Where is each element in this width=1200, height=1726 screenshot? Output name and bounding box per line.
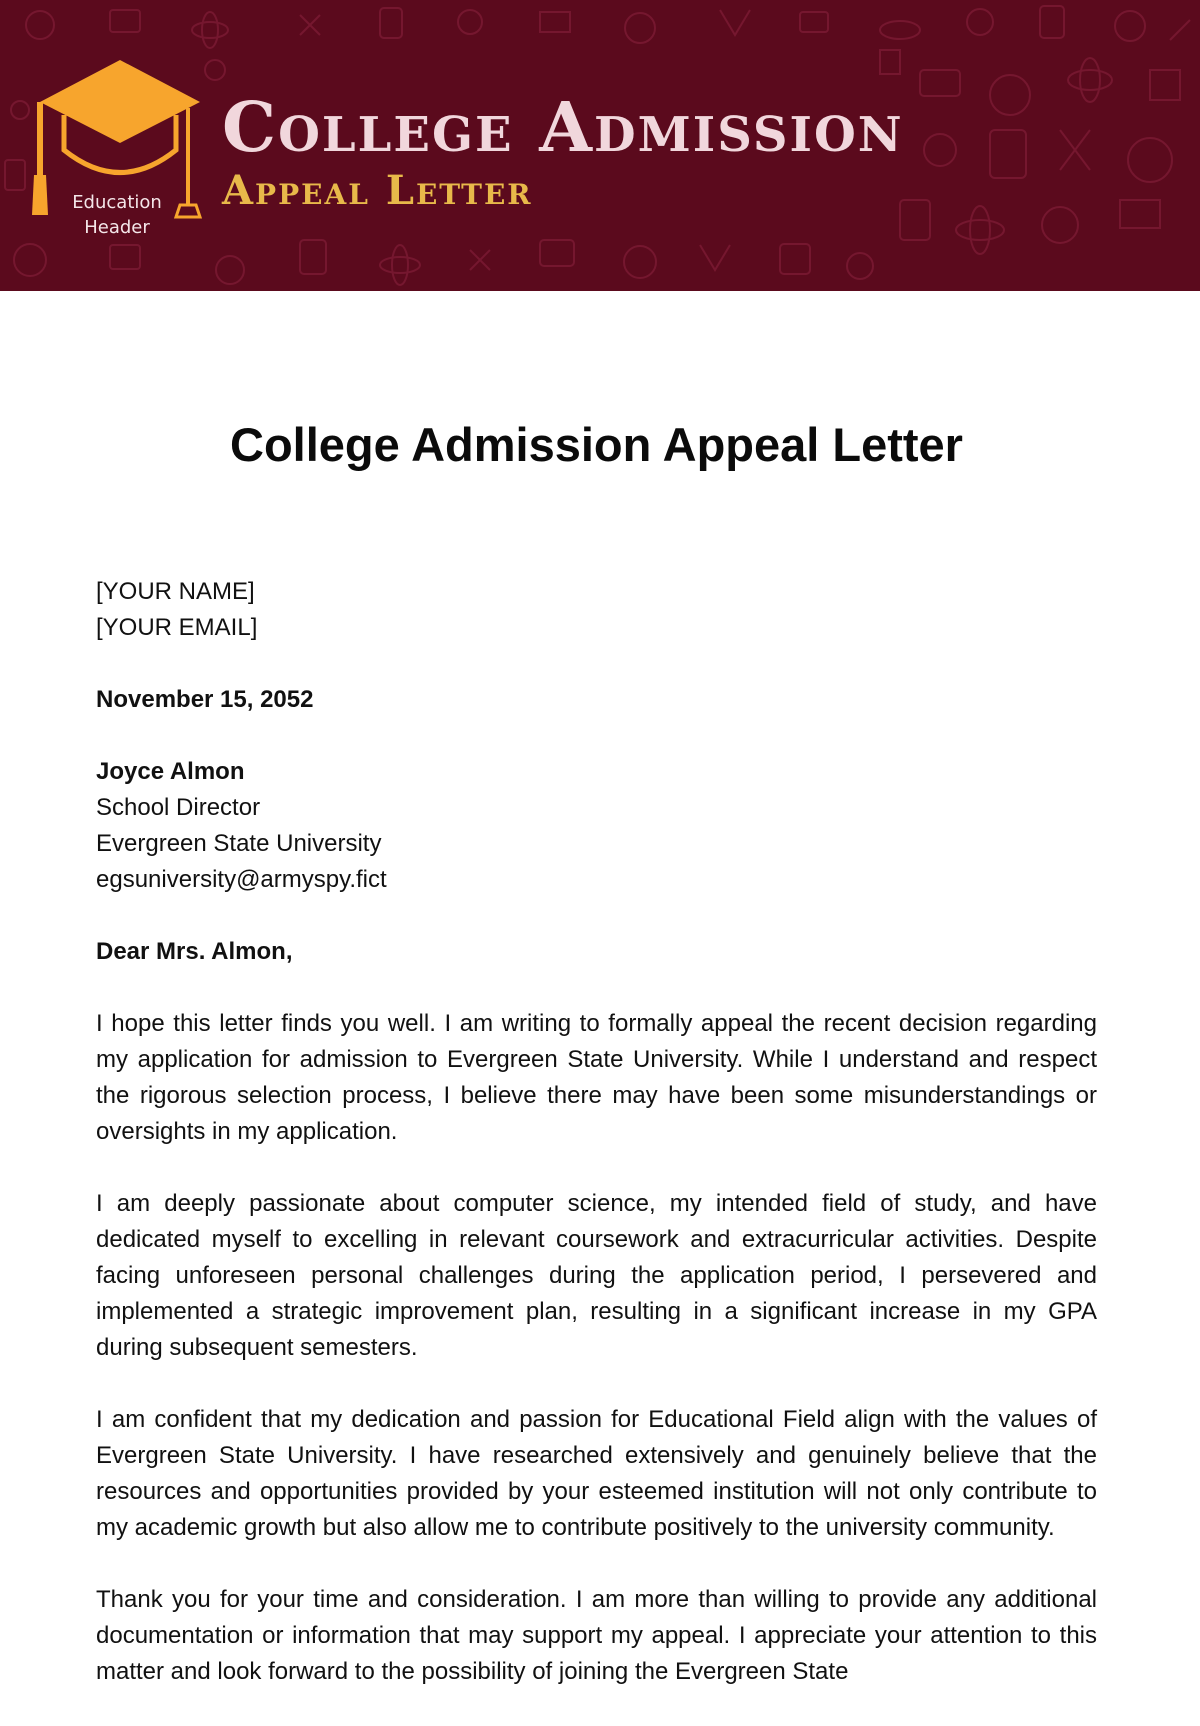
paragraph-background: I am deeply passionate about computer science, my intended field of study, and have dedicated myself to excelling in relevant coursework and extracurricular activities. Despite facing unforeseen personal challenges during the application period, I persevered and implemented a strategic improvement plan, resulting in a significant increase in my GPA during subsequent semesters.: [96, 1190, 1097, 1361]
recipient-name: Joyce Almon: [96, 758, 245, 785]
header-title: College Admission: [222, 88, 904, 168]
paragraph-fit: I am confident that my dedication and passion for Educational Field align with the values of Evergreen State University. I have researched extensively and genuinely believe that the resources and opportunities provided by your esteemed institution will not only contribute to my academic growth but also allow me to contribute positively to the university community.: [96, 1406, 1097, 1541]
recipient-email: egsuniversity@armyspy.fict: [96, 866, 387, 893]
sender-name: [YOUR NAME]: [96, 578, 255, 605]
sender-block: [96, 574, 1097, 646]
logo-caption: [52, 190, 182, 240]
paragraph-intro: I hope this letter finds you well. I am writing to formally appeal the recent decision regarding my application for admission to Evergreen State University. While I understand and respect the rigorous selection process, I believe there may have been some misunderstandings or oversights in my application.: [96, 1010, 1097, 1145]
sender-email: [YOUR EMAIL]: [96, 614, 258, 641]
logo-caption-line2: Header: [84, 217, 150, 238]
paragraph-closing: Thank you for your time and consideration. I am more than willing to provide any additional documentation or information that may support my appeal. I appreciate your attention to this matter and look forward to the possibility of joining the Evergreen State: [96, 1586, 1097, 1685]
recipient-block: [96, 754, 1097, 898]
logo-caption-line1: Education: [72, 192, 162, 213]
document-title: College Admission Appeal Letter: [230, 418, 963, 471]
header-banner: [0, 0, 1200, 291]
recipient-institution: Evergreen State University: [96, 830, 382, 857]
salutation: Dear Mrs. Almon,: [96, 938, 293, 965]
letter-body: [96, 410, 1097, 1726]
letter-date: November 15, 2052: [96, 686, 314, 713]
header-subtitle: Appeal Letter: [222, 167, 533, 214]
recipient-title: School Director: [96, 794, 261, 821]
